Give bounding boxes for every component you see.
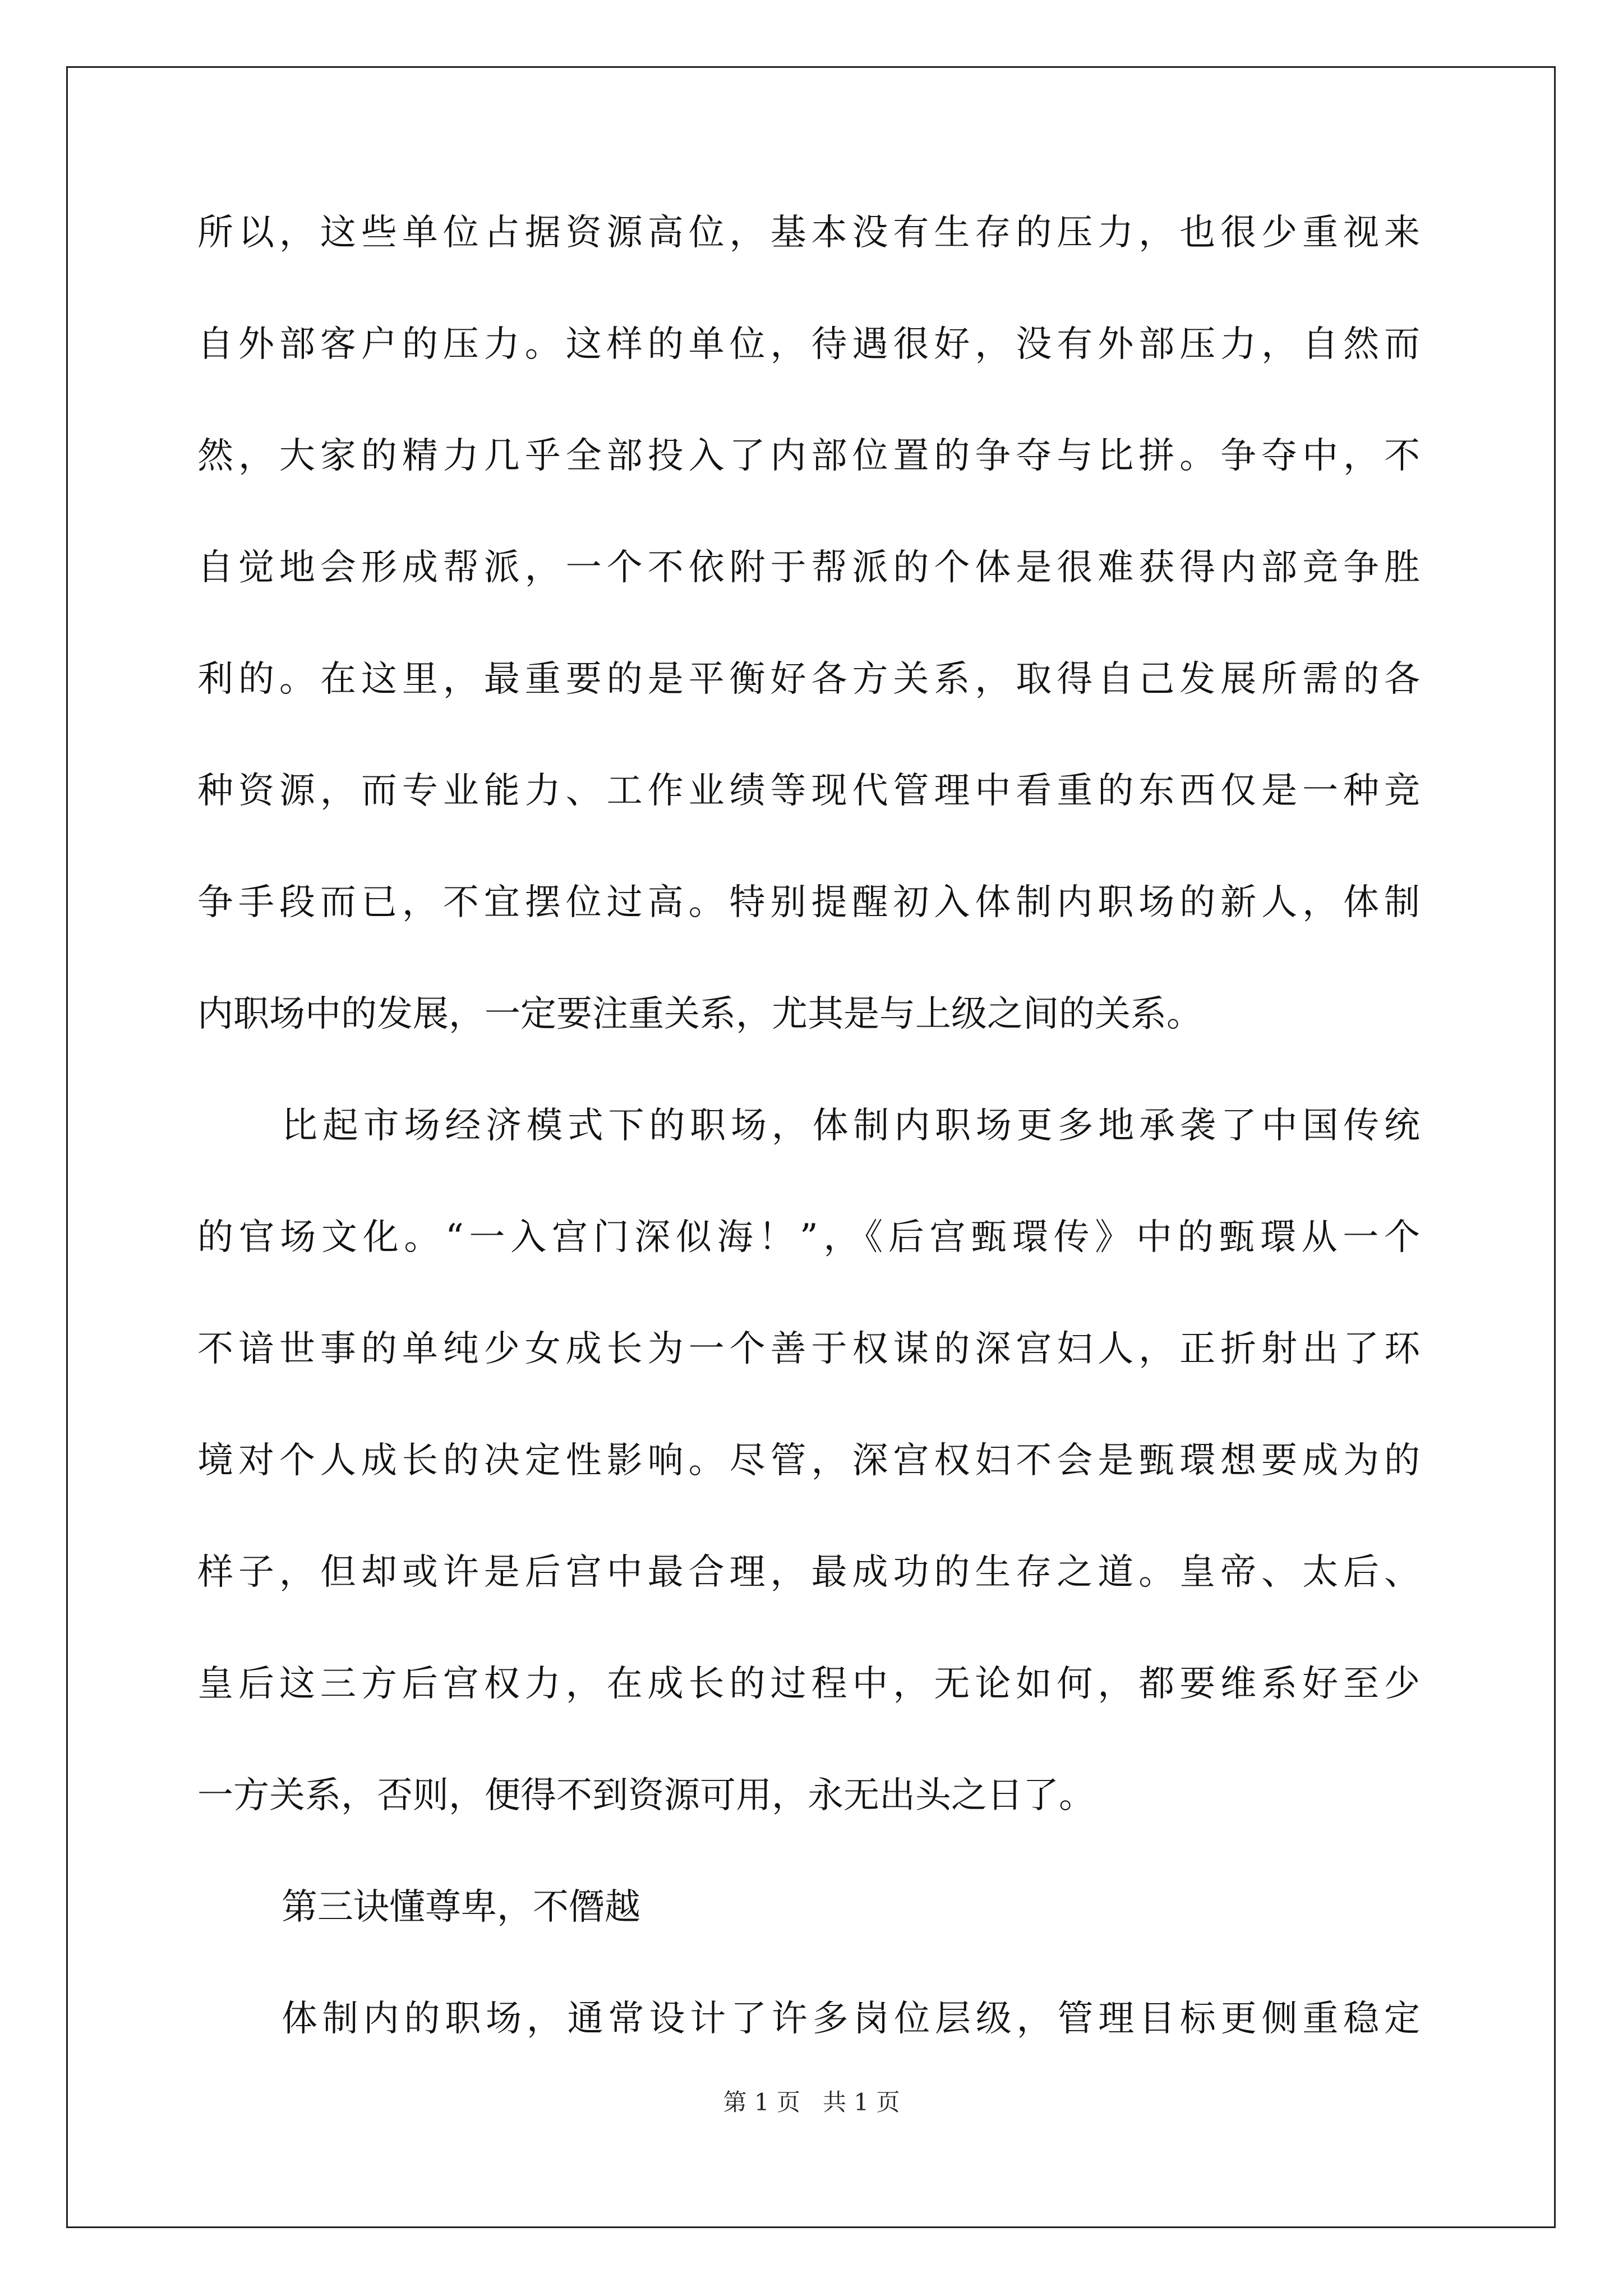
text-line: 比起市场经济模式下的职场，体制内职场更多地承袭了中国传统 bbox=[282, 1105, 1420, 1147]
text-line: 体制内的职场，通常设计了许多岗位层级，管理目标更侧重稳定 bbox=[282, 1998, 1420, 2040]
text-line: 样子，但却或许是后宫中最合理，最成功的生存之道。皇帝、太后、 bbox=[197, 1552, 1420, 1593]
text-line: 不谙世事的单纯少女成长为一个善于权谋的深宫妇人，正折射出了环 bbox=[197, 1328, 1420, 1370]
text-line: 境对个人成长的决定性影响。尽管，深宫权妇不会是甄環想要成为的 bbox=[197, 1440, 1420, 1481]
text-line: 自外部客户的压力。这样的单位，待遇很好，没有外部压力，自然而 bbox=[197, 324, 1420, 365]
text-line: 争手段而已，不宜摆位过高。特别提醒初入体制内职场的新人，体制 bbox=[197, 882, 1420, 923]
text-line: 皇后这三方后宫权力，在成长的过程中，无论如何，都要维系好至少 bbox=[197, 1663, 1420, 1705]
page-number-footer: 第 1 页 共 1 页 bbox=[723, 2088, 900, 2116]
text-line: 然，大家的精力几乎全部投入了内部位置的争夺与比拼。争夺中，不 bbox=[197, 435, 1420, 477]
text-line: 所以，这些单位占据资源高位，基本没有生存的压力，也很少重视来 bbox=[197, 212, 1420, 254]
text-line: 的官场文化。“一入宫门深似海！”，《后宫甄環传》中的甄環从一个 bbox=[197, 1217, 1420, 1258]
text-line: 利的。在这里，最重要的是平衡好各方关系，取得自己发展所需的各 bbox=[197, 659, 1420, 700]
text-line: 种资源，而专业能力、工作业绩等现代管理中看重的东西仅是一种竞 bbox=[197, 770, 1420, 812]
text-line: 内职场中的发展，一定要注重关系，尤其是与上级之间的关系。 bbox=[197, 993, 1202, 1035]
text-line: 一方关系，否则，便得不到资源可用，永无出头之日了。 bbox=[197, 1775, 1095, 1816]
document-body bbox=[197, 202, 1420, 2100]
text-line: 自觉地会形成帮派，一个不依附于帮派的个体是很难获得内部竞争胜 bbox=[197, 547, 1420, 588]
section-heading: 第三诀懂尊卑，不僭越 bbox=[282, 1887, 640, 1928]
